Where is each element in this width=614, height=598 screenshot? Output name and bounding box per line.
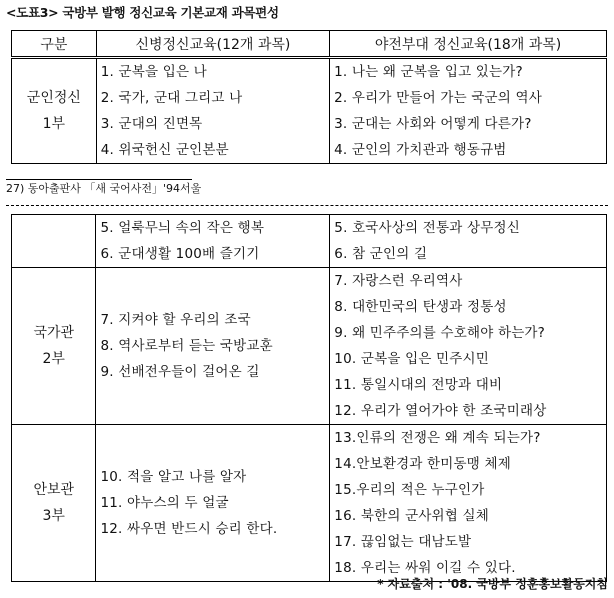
field-cell	[330, 58, 607, 164]
list-item: 2. 우리가 만들어 가는 국군의 역사	[334, 90, 543, 106]
list-item: 4. 군인의 가치관과 행동규범	[334, 142, 507, 158]
table-row	[12, 215, 607, 268]
list-item: 6. 군대생활 100배 즐기기	[100, 246, 260, 262]
recruit-cell	[96, 425, 330, 582]
list-item: 3. 군대의 진면목	[100, 116, 203, 132]
category-cell	[12, 58, 97, 164]
recruit-cell	[96, 268, 330, 425]
table-row	[12, 58, 607, 164]
list-item: 11. 통일시대의 전망과 대비	[334, 377, 503, 393]
list-item: 11. 야누스의 두 얼굴	[100, 495, 229, 511]
table-row	[12, 425, 607, 582]
table-row	[12, 268, 607, 425]
list-item: 8. 역사로부터 듣는 국방교훈	[100, 338, 273, 354]
list-item: 12. 싸우면 반드시 승리 한다.	[100, 521, 278, 537]
list-item: 10. 군복을 입은 민주시민	[334, 351, 490, 367]
page-break-line	[6, 205, 608, 206]
category-label: 국가관 2부	[33, 325, 75, 367]
source-note: * 자료출처 : '08. 국방부 정훈홍보활동지침	[377, 577, 608, 591]
list-item: 14.안보환경과 한미동맹 체제	[334, 456, 511, 472]
list-item: 3. 군대는 사회와 어떻게 다른가?	[334, 116, 532, 132]
list-item: 9. 선배전우들이 걸어온 길	[100, 364, 260, 380]
category-cell	[12, 268, 96, 425]
field-cell	[330, 215, 607, 268]
list-item: 5. 얼룩무늬 속의 작은 행복	[100, 220, 265, 236]
list-item: 8. 대한민국의 탄생과 정통성	[334, 299, 507, 315]
list-item: 1. 나는 왜 군복을 입고 있는가?	[334, 64, 523, 80]
footnote: 27) 동아출판사 「새 국어사전」'94서울	[6, 182, 202, 195]
table-header-row	[12, 31, 607, 58]
list-item: 7. 자랑스런 우리역사	[334, 273, 463, 289]
field-cell	[330, 268, 607, 425]
recruit-cell	[96, 215, 330, 268]
table-title: <도표3> 국방부 발행 정신교육 기본교재 과목편성	[6, 5, 279, 20]
header-field: 야전부대 정신교육(18개 과목)	[330, 31, 607, 58]
list-item: 17. 끊임없는 대남도발	[334, 534, 472, 550]
field-cell	[330, 425, 607, 582]
curriculum-table-part1	[11, 30, 607, 164]
list-item: 10. 적을 알고 나를 알자	[100, 469, 247, 485]
recruit-cell	[96, 58, 329, 164]
curriculum-table-part2	[11, 214, 607, 582]
list-item: 13.인류의 전쟁은 왜 계속 되는가?	[334, 430, 541, 446]
list-item: 4. 위국헌신 군인본분	[100, 142, 229, 158]
category-label: 안보관 3부	[33, 482, 75, 524]
list-item: 1. 군복을 입은 나	[100, 64, 207, 80]
list-item: 5. 호국사상의 전통과 상무정신	[334, 220, 520, 236]
list-item: 18. 우리는 싸워 이길 수 있다.	[334, 560, 516, 576]
list-item: 6. 참 군인의 길	[334, 246, 428, 262]
list-item: 15.우리의 적은 누구인가	[334, 482, 485, 498]
header-recruit: 신병정신교육(12개 과목)	[96, 31, 329, 58]
list-item: 12. 우리가 열어가야 한 조국미래상	[334, 403, 547, 419]
list-item: 16. 북한의 군사위협 실체	[334, 508, 490, 524]
list-item: 9. 왜 민주주의를 수호해야 하는가?	[334, 325, 546, 341]
header-category: 구분	[12, 31, 97, 58]
category-cell-empty	[12, 215, 96, 268]
list-item: 2. 국가, 군대 그리고 나	[100, 90, 243, 106]
category-cell	[12, 425, 96, 582]
list-item: 7. 지켜야 할 우리의 조국	[100, 312, 251, 328]
category-label: 군인정신 1부	[26, 90, 81, 132]
